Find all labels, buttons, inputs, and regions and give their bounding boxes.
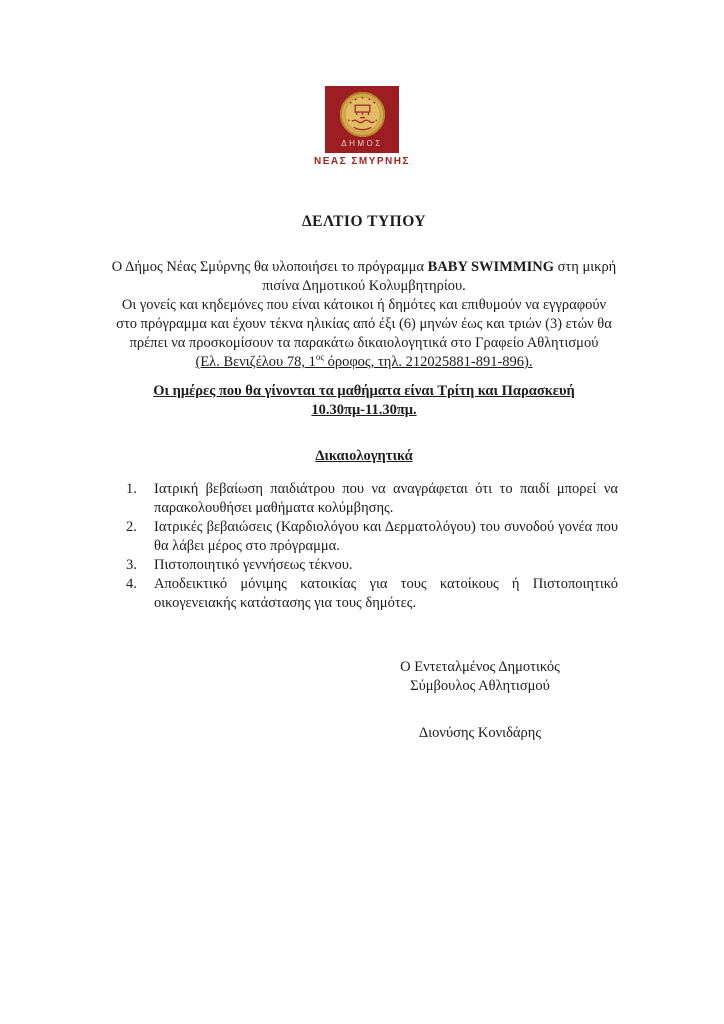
municipal-seal-icon: [339, 91, 386, 138]
list-item-number: 3.: [126, 557, 137, 573]
intro-paragraph-1: [110, 258, 618, 296]
list-item-number: 4.: [126, 576, 137, 592]
address-pre: (Ελ. Βενιζέλου 78, 1: [195, 354, 316, 370]
list-item: [110, 575, 618, 613]
list-item-text: Ιατρικές βεβαιώσεις (Καρδιολόγου και Δερματολόγου) του συνοδού γονέα που θα λάβει μέρος στο πρόγραμμα.: [154, 519, 618, 554]
intro-p1-pre: Ο Δήμος Νέας Σμύρνης θα υλοποιήσει το πρόγραμμα: [111, 259, 428, 275]
list-item-number: 2.: [126, 519, 137, 535]
signature-name: Διονύσης Κονιδάρης: [418, 725, 542, 741]
list-item: [110, 556, 618, 575]
logo-square: [325, 86, 399, 153]
schedule-section: [110, 382, 618, 420]
signature-role-line-1: Ο Εντεταλμένος Δημοτικός: [400, 659, 560, 675]
logo-dimos-label: ΔΗΜΟΣ: [341, 139, 383, 148]
list-item: [110, 480, 618, 518]
intro-paragraph-2: Οι γονείς και κηδεμόνες που είναι κάτοικοι ή δημότες και επιθυμούν να εγγραφούν στο πρόγραμμα και έχουν τέκνα ηλικίας από έξι (6) μηνών έως και τριών (3) ετών θα πρέπει να προσκομίσουν τα παρακάτω δικαιολογητικά στο Γραφείο Αθλητισμού: [116, 297, 612, 351]
list-item: [110, 518, 618, 556]
list-item-text: Πιστοποιητικό γεννήσεως τέκνου.: [154, 557, 353, 573]
schedule-line-1: Οι ημέρες που θα γίνονται τα μαθήματα είναι Τρίτη και Παρασκευή: [153, 383, 575, 399]
document-body: [0, 212, 724, 743]
intro-p1-post: στη μικρή πισίνα Δημοτικού Κολυμβητηρίου.: [262, 259, 617, 294]
requirements-list: [110, 480, 618, 613]
signature-block: [226, 658, 724, 743]
municipality-logo: [0, 86, 724, 168]
intro-section: [110, 258, 618, 372]
office-address-line: [110, 353, 618, 372]
schedule-line-2: 10.30πμ-11.30πμ.: [311, 402, 417, 418]
address-ordinal-sup: ος: [315, 352, 324, 363]
program-name: BABY SWIMMING: [427, 259, 554, 275]
address-post: όροφος, τηλ. 212025881-891-896).: [323, 354, 533, 370]
list-item-text: Ιατρική βεβαίωση παιδιάτρου που να αναγράφεται ότι το παιδί μπορεί να παρακολουθήσει μαθήματα κολύμβησης.: [154, 481, 618, 516]
list-item-text: Αποδεικτικό μόνιμης κατοικίας για τους κατοίκους ή Πιστοποιητικό οικογενειακής κατάστασης για τους δημότες.: [154, 576, 618, 611]
signature-role-line-2: Σύμβουλος Αθλητισμού: [410, 678, 550, 694]
list-item-number: 1.: [126, 481, 137, 497]
logo-municipality-name: ΝΕΑΣ ΣΜΥΡΝΗΣ: [313, 156, 410, 167]
page-title: ΔΕΛΤΙΟ ΤΥΠΟΥ: [301, 213, 427, 230]
requirements-heading: Δικαιολογητικά: [315, 448, 413, 464]
